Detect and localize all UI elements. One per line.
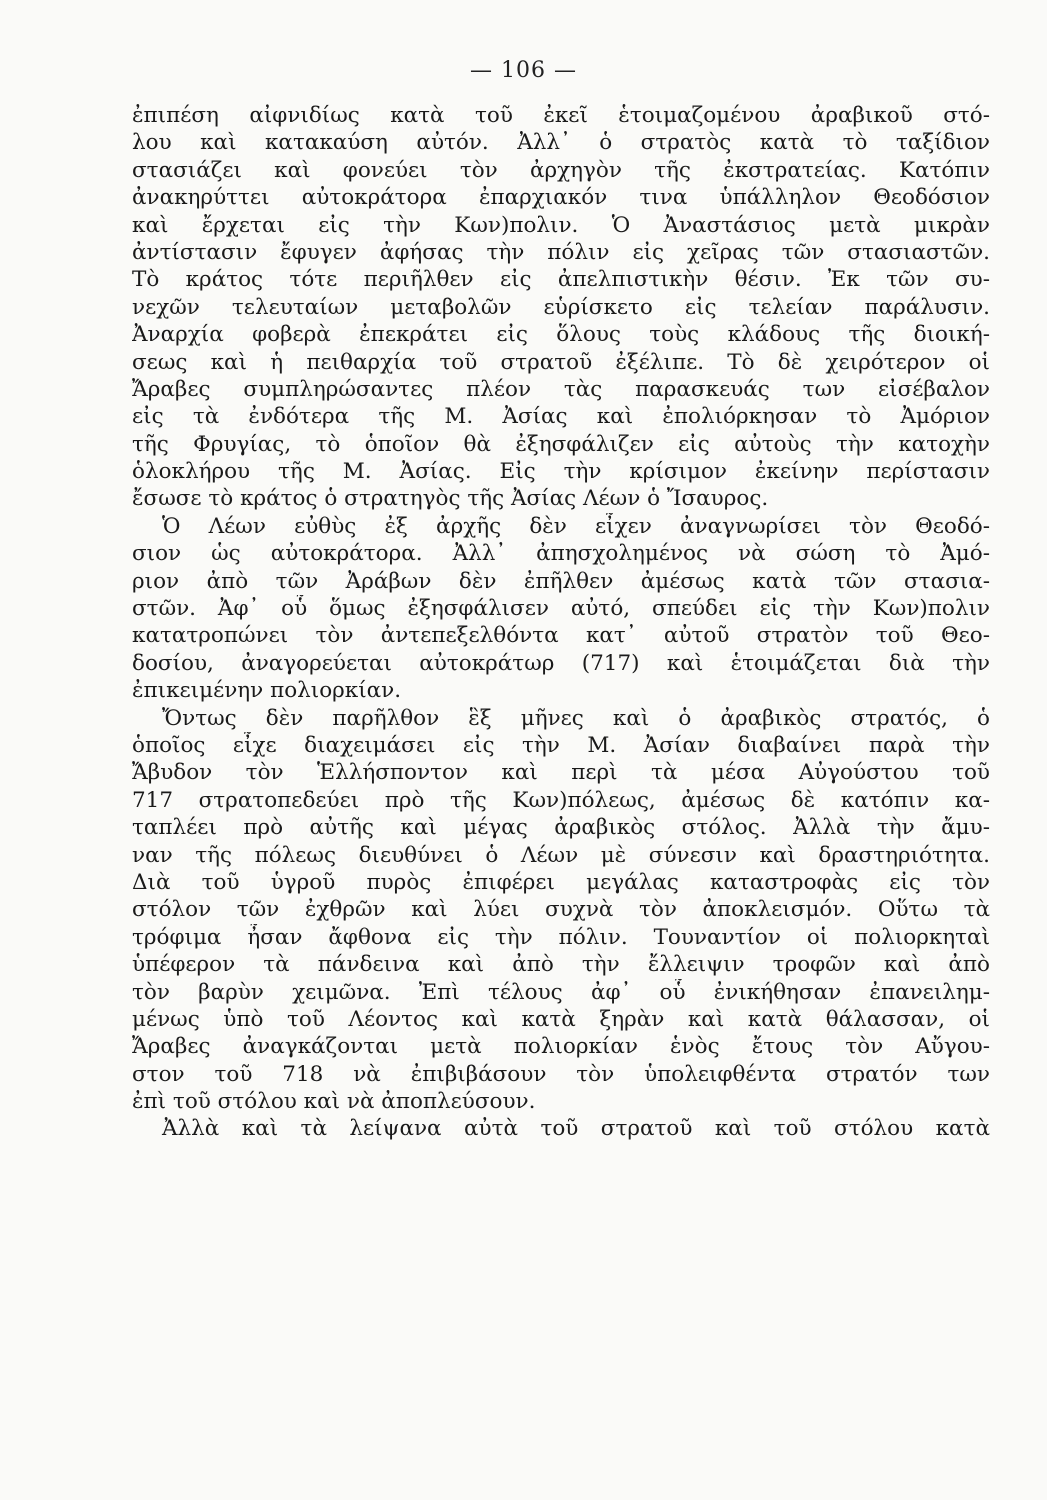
text-line: στον τοῦ 718 νὰ ἐπιβιβάσουν τὸν ὑπολειφθέντα στρατόν των [132, 1061, 990, 1087]
text-line: καὶ ἔρχεται εἰς τὴν Κων)πολιν. Ὁ Ἀναστάσιος μετὰ μικρὰν [132, 212, 990, 238]
text-line: ἀνακηρύττει αὐτοκράτορα ἐπαρχιακόν τινα ὑπάλληλον Θεοδόσιον [132, 185, 990, 211]
text-line: Ἀλλὰ καὶ τὰ λείψανα αὐτὰ τοῦ στρατοῦ καὶ τοῦ στόλου κατὰ [162, 1116, 990, 1142]
text-line: στῶν. Ἀφ᾽ οὗ ὅμως ἐξησφάλισεν αὐτό, σπεύδει εἰς τὴν Κων)πολιν [132, 596, 990, 622]
text-line: ἀντίστασιν ἔφυγεν ἀφήσας τὴν πόλιν εἰς χεῖρας τῶν στασιαστῶν. [132, 239, 990, 265]
text-line: ριον ἀπὸ τῶν Ἀράβων δὲν ἐπῆλθεν ἀμέσως κατὰ τῶν στασια- [132, 568, 990, 594]
text-line: Ἀναρχία φοβερὰ ἐπεκράτει εἰς ὅλους τοὺς κλάδους τῆς διοική- [132, 322, 990, 348]
text-line: στασιάζει καὶ φονεύει τὸν ἀρχηγὸν τῆς ἐκστρατείας. Κατόπιν [132, 157, 990, 183]
text-line: 717 στρατοπεδεύει πρὸ τῆς Κων)πόλεως, ἀμέσως δὲ κατόπιν κα- [132, 787, 990, 813]
text-line: ναν τῆς πόλεως διευθύνει ὁ Λέων μὲ σύνεσιν καὶ δραστηριότητα. [132, 842, 990, 868]
page-number: — 106 — [470, 58, 577, 83]
text-line: ἔσωσε τὸ κράτος ὁ στρατηγὸς τῆς Ἀσίας Λέων ὁ Ἴσαυρος. [132, 486, 769, 512]
text-line: ὑπέφερον τὰ πάνδεινα καὶ ἀπὸ τὴν ἔλλειψιν τροφῶν καὶ ἀπὸ [132, 952, 990, 978]
text-line: Ἄβυδον τὸν Ἑλλήσποντον καὶ περὶ τὰ μέσα Αὐγούστου τοῦ [132, 760, 990, 786]
text-line: ἐπικειμένην πολιορκίαν. [132, 678, 402, 704]
text-line: Ἄραβες συμπληρώσαντες πλέον τὰς παρασκευάς των εἰσέβαλον [132, 376, 990, 402]
text-line: Τὸ κράτος τότε περιῆλθεν εἰς ἀπελπιστικὴν θέσιν. Ἐκ τῶν συ- [132, 267, 990, 293]
body-text [132, 102, 990, 1143]
text-line: ἐπὶ τοῦ στόλου καὶ νὰ ἀποπλεύσουν. [132, 1089, 536, 1115]
text-line: Ὄντως δὲν παρῆλθον ἓξ μῆνες καὶ ὁ ἀραβικὸς στρατός, ὁ [162, 705, 990, 731]
text-line: ὁποῖος εἶχε διαχειμάσει εἰς τὴν Μ. Ἀσίαν διαβαίνει παρὰ τὴν [132, 732, 990, 758]
text-line: σιον ὡς αὐτοκράτορα. Ἀλλ᾽ ἀπησχολημένος νὰ σώση τὸ Ἀμό- [132, 541, 990, 567]
text-line: λου καὶ κατακαύση αὐτόν. Ἀλλ᾽ ὁ στρατὸς κατὰ τὸ ταξίδιον [132, 130, 990, 156]
text-line: Ἄραβες ἀναγκάζονται μετὰ πολιορκίαν ἑνὸς ἔτους τὸν Αὔγου- [132, 1034, 990, 1060]
text-line: τῆς Φρυγίας, τὸ ὁποῖον θὰ ἐξησφάλιζεν εἰς αὐτοὺς τὴν κατοχὴν [132, 431, 990, 457]
text-line: εἰς τὰ ἐνδότερα τῆς Μ. Ἀσίας καὶ ἐπολιόρκησαν τὸ Ἀμόριον [132, 404, 990, 430]
text-line: κατατροπώνει τὸν ἀντεπεξελθόντα κατ᾽ αὐτοῦ στρατὸν τοῦ Θεο- [132, 623, 990, 649]
text-line: Ὁ Λέων εὐθὺς ἐξ ἀρχῆς δὲν εἶχεν ἀναγνωρίσει τὸν Θεοδό- [162, 513, 990, 539]
text-line: ἐπιπέση αἰφνιδίως κατὰ τοῦ ἐκεῖ ἑτοιμαζομένου ἀραβικοῦ στό- [132, 103, 990, 128]
text-line: σεως καὶ ἡ πειθαρχία τοῦ στρατοῦ ἐξέλιπε. Τὸ δὲ χειρότερον οἱ [132, 349, 990, 375]
text-line: τὸν βαρὺν χειμῶνα. Ἐπὶ τέλους ἀφ᾽ οὗ ἐνικήθησαν ἐπανειλημ- [132, 979, 990, 1005]
text-line: δοσίου, ἀναγορεύεται αὐτοκράτωρ (717) καὶ ἑτοιμάζεται διὰ τὴν [132, 650, 990, 676]
text-line: ταπλέει πρὸ αὐτῆς καὶ μέγας ἀραβικὸς στόλος. Ἀλλὰ τὴν ἄμυ- [132, 815, 990, 841]
text-line: τρόφιμα ἦσαν ἄφθονα εἰς τὴν πόλιν. Τουναντίον οἱ πολιορκηταὶ [132, 924, 990, 950]
text-line: νεχῶν τελευταίων μεταβολῶν εὑρίσκετο εἰς τελείαν παράλυσιν. [132, 294, 990, 320]
text-line: ὁλοκλήρου τῆς Μ. Ἀσίας. Εἰς τὴν κρίσιμον ἐκείνην περίστασιν [132, 459, 990, 485]
text-line: στόλον τῶν ἐχθρῶν καὶ λύει συχνὰ τὸν ἀποκλεισμόν. Οὕτω τὰ [132, 897, 990, 923]
text-line: Διὰ τοῦ ὑγροῦ πυρὸς ἐπιφέρει μεγάλας καταστροφὰς εἰς τὸν [132, 869, 990, 895]
text-line: μένως ὑπὸ τοῦ Λέοντος καὶ κατὰ ξηρὰν καὶ κατὰ θάλασσαν, οἱ [132, 1006, 990, 1032]
